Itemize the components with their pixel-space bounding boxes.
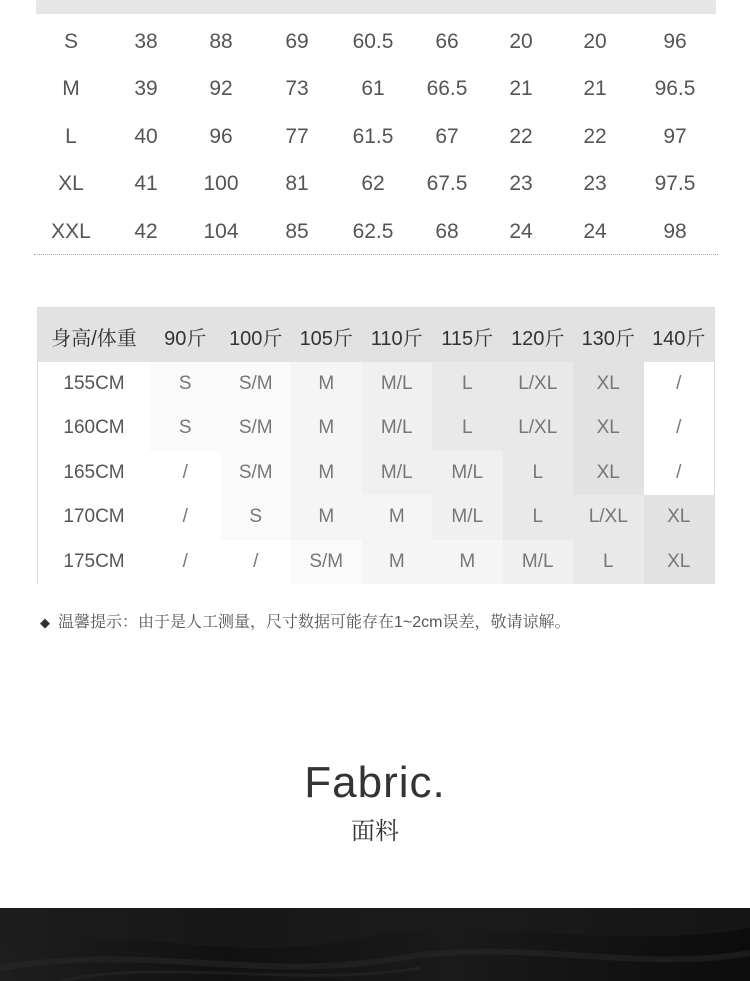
recommended-size: M — [291, 406, 362, 450]
weight-header: 105斤 — [299, 328, 353, 350]
weight-header: 110斤 — [370, 328, 423, 350]
size-value: 77 — [285, 124, 309, 148]
size-value: 24 — [509, 219, 533, 243]
size-label: M — [62, 77, 80, 101]
fabric-title: Fabric. — [304, 758, 446, 807]
recommended-size: L/XL — [503, 362, 574, 406]
size-row — [36, 161, 716, 209]
size-value: 60.5 — [352, 29, 394, 53]
size-row — [36, 18, 716, 66]
recommended-size: S/M — [291, 540, 362, 584]
recommended-size: M/L — [503, 540, 574, 584]
size-value: 97 — [663, 124, 687, 148]
recommended-size: XL — [573, 451, 644, 495]
size-value: 62 — [361, 172, 385, 196]
size-value: 41 — [134, 172, 158, 196]
recommended-size: / — [644, 451, 715, 495]
recommendation-body — [38, 362, 714, 584]
size-value: 85 — [285, 219, 309, 243]
recommended-size: M/L — [432, 451, 503, 495]
dotted-divider — [34, 254, 718, 255]
size-value: 21 — [509, 77, 533, 101]
recommended-size: M — [291, 362, 362, 406]
size-value: 39 — [134, 77, 158, 101]
size-value: 73 — [285, 77, 309, 101]
recommended-size: M — [432, 540, 503, 584]
recommended-size: L — [503, 451, 574, 495]
size-row — [36, 208, 716, 256]
size-value: 98 — [663, 219, 687, 243]
recommended-size: L/XL — [573, 495, 644, 539]
recommended-size: XL — [644, 495, 715, 539]
recommended-size: S — [221, 495, 292, 539]
recommended-size: / — [221, 540, 292, 584]
recommended-size: / — [644, 362, 715, 406]
size-value: 40 — [134, 124, 158, 148]
recommended-size: L — [432, 362, 503, 406]
fabric-photo — [0, 908, 750, 981]
size-value: 100 — [203, 172, 239, 196]
note-text: 温馨提示：由于是人工测量，尺寸数据可能存在1~2cm误差，敬请谅解。 — [58, 614, 571, 631]
height-label: 170CM — [38, 495, 150, 539]
recommended-size: L/XL — [503, 406, 574, 450]
recommended-size: M/L — [362, 362, 433, 406]
size-value: 24 — [583, 219, 607, 243]
recommended-size: / — [644, 406, 715, 450]
height-label: 155CM — [38, 362, 150, 406]
recommended-size: M/L — [362, 406, 433, 450]
size-row — [36, 66, 716, 114]
recommended-size: / — [150, 540, 221, 584]
recommended-size: XL — [573, 406, 644, 450]
size-value: 66.5 — [426, 77, 468, 101]
recommended-size: S/M — [221, 362, 292, 406]
size-value: 104 — [203, 219, 239, 243]
size-value: 92 — [209, 77, 233, 101]
size-value: 81 — [285, 172, 309, 196]
size-value: 88 — [209, 29, 233, 53]
weight-header: 100斤 — [229, 328, 283, 350]
size-value: 96 — [663, 29, 687, 53]
measurement-note — [40, 609, 570, 632]
recommended-size: L — [432, 406, 503, 450]
weight-header: 90斤 — [164, 328, 207, 350]
size-value: 67.5 — [426, 172, 468, 196]
weight-header: 130斤 — [581, 328, 635, 350]
size-value: 61 — [361, 77, 385, 101]
recommended-size: XL — [573, 362, 644, 406]
size-value: 20 — [509, 29, 533, 53]
recommended-size: L — [503, 495, 574, 539]
size-value: 69 — [285, 29, 309, 53]
size-value: 21 — [583, 77, 607, 101]
size-label: XXL — [51, 219, 91, 243]
diamond-bullet-icon: ◆ — [40, 615, 50, 630]
recommended-size: M — [291, 495, 362, 539]
size-value: 61.5 — [352, 124, 394, 148]
height-label: 160CM — [38, 406, 150, 450]
size-value: 66 — [435, 29, 459, 53]
recommended-size: M/L — [432, 495, 503, 539]
fabric-subtitle: 面料 — [351, 818, 399, 845]
size-value: 96 — [209, 124, 233, 148]
recommended-size: S/M — [221, 451, 292, 495]
recommended-size: S — [150, 406, 221, 450]
size-value: 22 — [509, 124, 533, 148]
recommended-size: L — [573, 540, 644, 584]
size-label: S — [63, 29, 78, 53]
fabric-texture-image — [0, 908, 750, 981]
size-value: 23 — [509, 172, 533, 196]
recommendation-header-row — [38, 308, 714, 362]
size-row — [36, 113, 716, 161]
size-value: 38 — [134, 29, 158, 53]
recommended-size: S/M — [221, 406, 292, 450]
weight-header: 120斤 — [511, 328, 565, 350]
size-label: L — [65, 124, 77, 148]
size-value: 67 — [435, 124, 459, 148]
height-weight-header: 身高/体重 — [51, 328, 137, 350]
height-label: 175CM — [38, 540, 150, 584]
weight-header: 115斤 — [441, 328, 494, 350]
size-value: 96.5 — [654, 77, 696, 101]
recommended-size: / — [150, 451, 221, 495]
size-value: 23 — [583, 172, 607, 196]
size-value: 97.5 — [654, 172, 696, 196]
size-table-header-strip — [36, 0, 716, 14]
recommended-size: / — [150, 495, 221, 539]
recommended-size: S — [150, 362, 221, 406]
size-value: 22 — [583, 124, 607, 148]
size-value: 68 — [435, 219, 459, 243]
weight-header: 140斤 — [652, 328, 706, 350]
recommended-size: M/L — [362, 451, 433, 495]
height-label: 165CM — [38, 451, 150, 495]
size-value: 20 — [583, 29, 607, 53]
size-measurement-table — [36, 18, 716, 256]
size-label: XL — [58, 172, 84, 196]
size-value: 42 — [134, 219, 158, 243]
size-recommendation-table — [37, 307, 715, 584]
size-value: 62.5 — [352, 219, 394, 243]
recommended-size: M — [362, 495, 433, 539]
recommended-size: XL — [644, 540, 715, 584]
recommended-size: M — [362, 540, 433, 584]
recommended-size: M — [291, 451, 362, 495]
